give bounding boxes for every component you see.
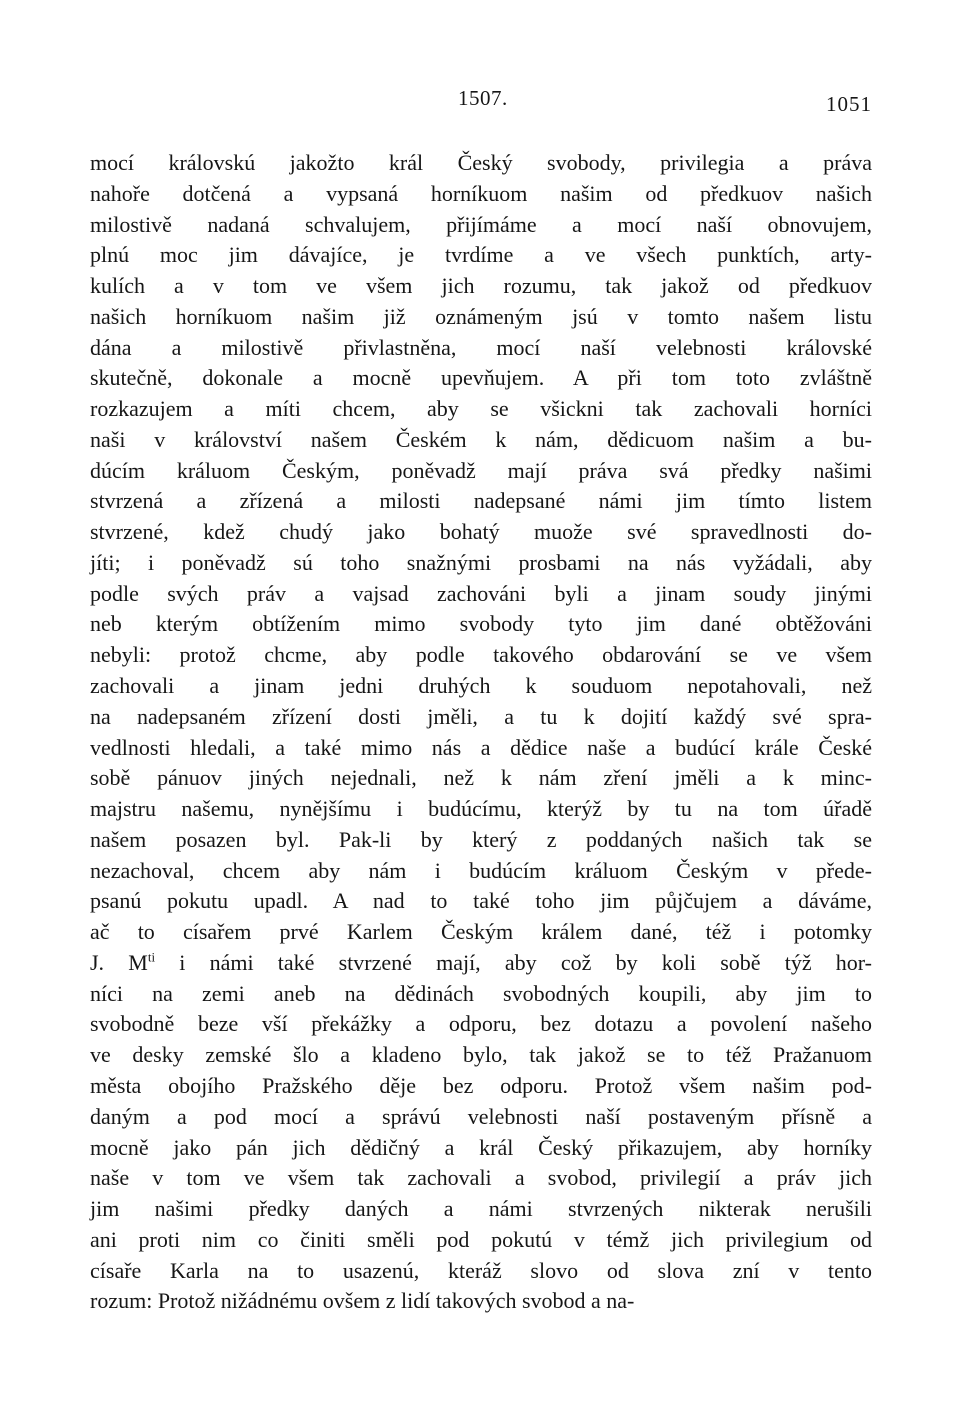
text-line: rozkazujem a míti chcem, aby se všickni tak zachovali horníci: [90, 396, 872, 422]
text-line: neb kterým obtížením mimo svobody tyto jim dané obtěžováni: [90, 611, 872, 637]
text-line: nezachoval, chcem aby nám i budúcím králuom Českým v přede-: [90, 857, 872, 883]
text-line: svobodně beze vší překážky a odporu, bez dotazu a povolení našeho: [90, 1011, 872, 1037]
text-line: daným a pod mocí a správú velebnosti naší postaveným přísně a: [90, 1103, 872, 1129]
running-header: [0, 86, 960, 116]
text-line: dúcím králuom Českým, poněvadž mají práva svá předky našimi: [90, 457, 872, 483]
text-line: majstru našemu, nynějšímu i budúcímu, kterýž by tu na tom úřadě: [90, 796, 872, 822]
text-line: našem posazen byl. Pak-li by který z poddaných našich tak se: [90, 826, 872, 852]
text-line: rozum: Protož nižádnému ovšem z lidí takových svobod a na-: [90, 1288, 635, 1314]
text-line: našich horníkuom našim již oznámeným jsú v tomto našem listu: [90, 303, 872, 329]
text-line: ani proti nim co činiti směli pod pokutú v témž jich privilegium od: [90, 1226, 872, 1252]
text-line: skutečně, dokonale a mocně upevňujem. A při tom toto zvláštně: [90, 365, 872, 391]
text-line: podle svých práv a vajsad zachováni byli a jinam soudy jinými: [90, 580, 872, 606]
text-line: sobě pánuov jiných nejednali, než k nám zření jměli a k minc-: [90, 765, 872, 791]
text-line: ve desky zemské šlo a kladeno bylo, tak jakož se to též Pražanuom: [90, 1042, 872, 1068]
text-line: nebyli: protož chcme, aby podle takového obdarování se ve všem: [90, 642, 872, 668]
text-line: ač to císařem prvé Karlem Českým králem dané, též i potomky: [90, 919, 872, 945]
text-line: [90, 948, 872, 979]
text-line: stvrzená a zřízená a milosti nadepsané námi jim tímto listem: [90, 488, 872, 514]
text-line: mocí královskú jakožto král Český svobody, privilegia a práva: [90, 150, 872, 175]
text-line: města obojího Pražského děje bez odporu. Protož všem našim pod-: [90, 1072, 872, 1098]
text-line: jim našimi předky daných a námi stvrzených nikterak nerušili: [90, 1196, 872, 1222]
text-line: níci na zemi aneb na dědinách svobodných koupili, aby jim to: [90, 980, 872, 1006]
text-line: jíti; i poněvadž sú toho snažnými prosbami na nás vyžádali, aby: [90, 549, 872, 575]
text-line: vedlnosti hledali, a také mimo nás a dědice naše a budúcí krále České: [90, 734, 872, 760]
text-line: nahoře dotčená a vypsaná horníkuom našim od předkuov našich: [90, 180, 872, 206]
header-year: 1507.: [458, 86, 508, 110]
text-line: na nadepsaném zřízení dosti jměli, a tu k dojití každý své spra-: [90, 703, 872, 729]
superscript-abbreviation: ti: [147, 949, 156, 965]
text-line: mocně jako pán jich dědičný a král Český přikazujem, aby horníky: [90, 1134, 872, 1160]
text-line: psanú pokutu upadl. A nad to také toho jim půjčujem a dáváme,: [90, 888, 872, 914]
text-line: stvrzené, kdež chudý jako bohatý muože své spravedlnosti do-: [90, 519, 872, 545]
line-start-text: J. M: [90, 949, 148, 975]
text-line: milostivě nadaná schvalujem, přijímáme a mocí naší obnovujem,: [90, 211, 872, 237]
page-number: 1051: [826, 92, 872, 116]
text-line: plnú moc jim dávajíce, je tvrdíme a ve všech punktích, arty-: [90, 242, 872, 268]
text-line: zachovali a jinam jedni druhých k souduom nepotahovali, než: [90, 673, 872, 699]
text-line: naše v tom ve všem tak zachovali a svobod, privilegií a práv jich: [90, 1165, 872, 1191]
text-line: kulích a v tom ve všem jich rozumu, tak jakož od předkuov: [90, 273, 872, 299]
body-text: [90, 148, 872, 1317]
text-line: dána a milostivě přivlastněna, mocí naší velebnosti královské: [90, 334, 872, 360]
text-line: císaře Karla na to usazenú, kteráž slovo od slova zní v tento: [90, 1257, 872, 1283]
line-rest-text: i námi také stvrzené mají, aby což by koli sobě týž hor-: [155, 949, 873, 975]
text-line: naši v království našem Českém k nám, dědicuom našim a bu-: [90, 426, 872, 452]
